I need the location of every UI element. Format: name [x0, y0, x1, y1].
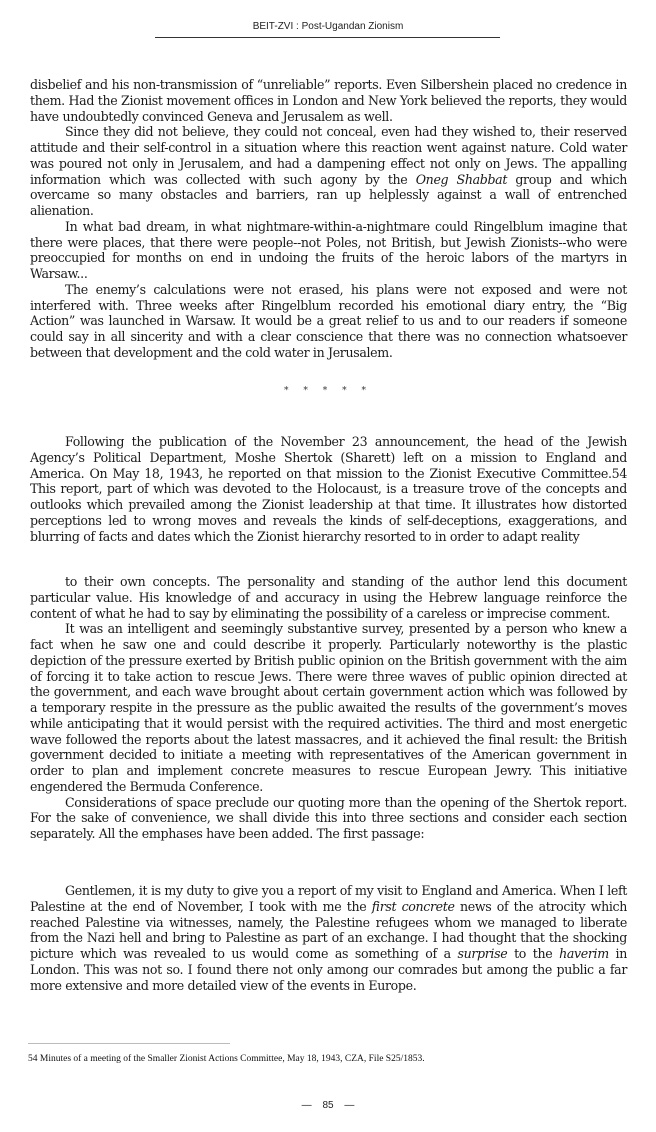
header-rule — [155, 37, 500, 38]
paragraph-text: in London. This was not so. I found there not only among our comrades but among the public a far more extensive and more detailed view of the events in Europe. — [30, 946, 627, 993]
paragraph-text: news of the atrocity which reached Palestine via witnesses, namely, the Palestine refugees whom we managed to liberate from the Nazi hell and bring to Palestine as part of an exchange. I had thought that the shocking picture which was revealed to us would come as something of a — [30, 898, 627, 961]
paragraph — [30, 282, 627, 361]
text-block-1 — [30, 77, 627, 361]
paragraph — [30, 219, 627, 282]
footer-dash-left: — — [301, 1100, 312, 1111]
footnote-rule — [28, 1043, 230, 1044]
paragraph-text: disbelief and his non-transmission of “unreliable” reports. Even Silbershein placed no credence in them. Had the Zionist movement offices in London and New York believed the reports, they would have undoubtedly convinced Geneva and Jerusalem as well. — [30, 77, 627, 124]
paragraph-text: In what bad dream, in what nightmare-within-a-nightmare could Ringelblum imagine that there were places, that there were people--not Poles, not British, but Jewish Zionists--who were preoccupied for months on end in undoing the fruits of the heroic labors of the martyrs in Warsaw... — [30, 218, 627, 281]
footnote-text: 54 Minutes of a meeting of the Smaller Zionist Actions Committee, May 18, 1943, CZA, File S25/1853. — [28, 1054, 425, 1064]
text-block-3 — [30, 574, 627, 842]
footer-dash-right: — — [344, 1100, 355, 1111]
paragraph-text: It was an intelligent and seemingly substantive survey, presented by a person who knew a fact when he saw one and could describe it properly. Particularly noteworthy is the plastic depiction of the pressure exerted by British public opinion on the British government with the aim of forcing it to take action to rescue Jews. There were three waves of public opinion directed at the government, and each wave brought about certain government action which was followed by a temporary respite in the pressure as the public awaited the results of the government’s moves while anticipating that it would persist with the required activities. The third and most energetic wave followed the reports about the latest massacres, and it achieved the final result: the British government decided to initiate a meeting with representatives of the American government in order to plan and implement concrete measures to rescue European Jewry. This initiative engendered the Bermuda Conference. — [30, 621, 627, 794]
paragraph — [30, 77, 627, 124]
paragraph — [30, 124, 627, 219]
paragraph — [30, 434, 627, 544]
quoted-passage — [30, 883, 627, 993]
paragraph — [30, 574, 627, 621]
paragraph-text: Following the publication of the November 23 announcement, the head of the Jewish Agency’s Political Department, Moshe Shertok (Sharett) left on a mission to England and America. On May 18, 1943, he reported on that mission to the Zionist Executive Committee.54 This report, part of which was devoted to the Holocaust, is a treasure trove of the concepts and outlooks which prevailed among the Zionist leadership at that time. It illustrates how distorted perceptions led to wrong moves and reveals the kinds of self-deceptions, exaggerations, and blurring of facts and dates which the Zionist hierarchy resorted to in order to adapt reality — [30, 434, 627, 544]
italic-text: first concrete — [371, 898, 455, 914]
footnote — [28, 1053, 628, 1065]
running-header — [0, 20, 656, 33]
page-number: 85 — [322, 1100, 334, 1111]
paragraph — [30, 883, 627, 993]
paragraph — [30, 795, 627, 842]
paragraph-text: Gentlemen, it is my duty to give you a report of my visit to England and America. When I left Palestine at the end of November, I took with me the — [30, 883, 627, 914]
page-footer — [0, 1100, 656, 1111]
paragraph-text: to the — [507, 946, 560, 961]
paragraph — [30, 621, 627, 794]
paragraph-text: to their own concepts. The personality and standing of the author lend this document particular value. His knowledge of and accuracy in using the Hebrew language reinforce the content of what he had to say by eliminating the possibility of a careless or imprecise comment. — [30, 574, 627, 621]
paragraph-text: The enemy’s calculations were not erased, his plans were not exposed and were not interfered with. Three weeks after Ringelblum recorded his emotional diary entry, the “Big Action” was launched in Warsaw. It would be a great relief to us and to our readers if someone could say in all sincerity and with a clear conscience that there was no connection whatsoever between that development and the cold water in Jerusalem. — [30, 281, 627, 360]
italic-text: Oneg Shabbat — [415, 171, 508, 187]
text-block-2 — [30, 434, 627, 544]
running-title: BEIT-ZVI : Post-Ugandan Zionism — [252, 21, 404, 32]
paragraph-text: Since they did not believe, they could not conceal, even had they wished to, their reserved attitude and their self-control in a situation where this reaction went against nature. Cold water was poured not only in Jerusalem, and had a dampening effect not only on Jews. The appalling information which was collected with such agony by the — [30, 124, 627, 187]
section-separator: * * * * * — [284, 386, 372, 396]
italic-text: haverim — [559, 946, 609, 961]
italic-text: surprise — [457, 946, 508, 961]
paragraph-text: group and which overcame so many obstacles and barriers, ran up helplessly against a wall of entrenched alienation. — [30, 171, 627, 218]
paragraph-text: Considerations of space preclude our quoting more than the opening of the Shertok report. For the sake of convenience, we shall divide this into three sections and consider each section separately. All the emphases have been added. The first passage: — [30, 794, 627, 841]
